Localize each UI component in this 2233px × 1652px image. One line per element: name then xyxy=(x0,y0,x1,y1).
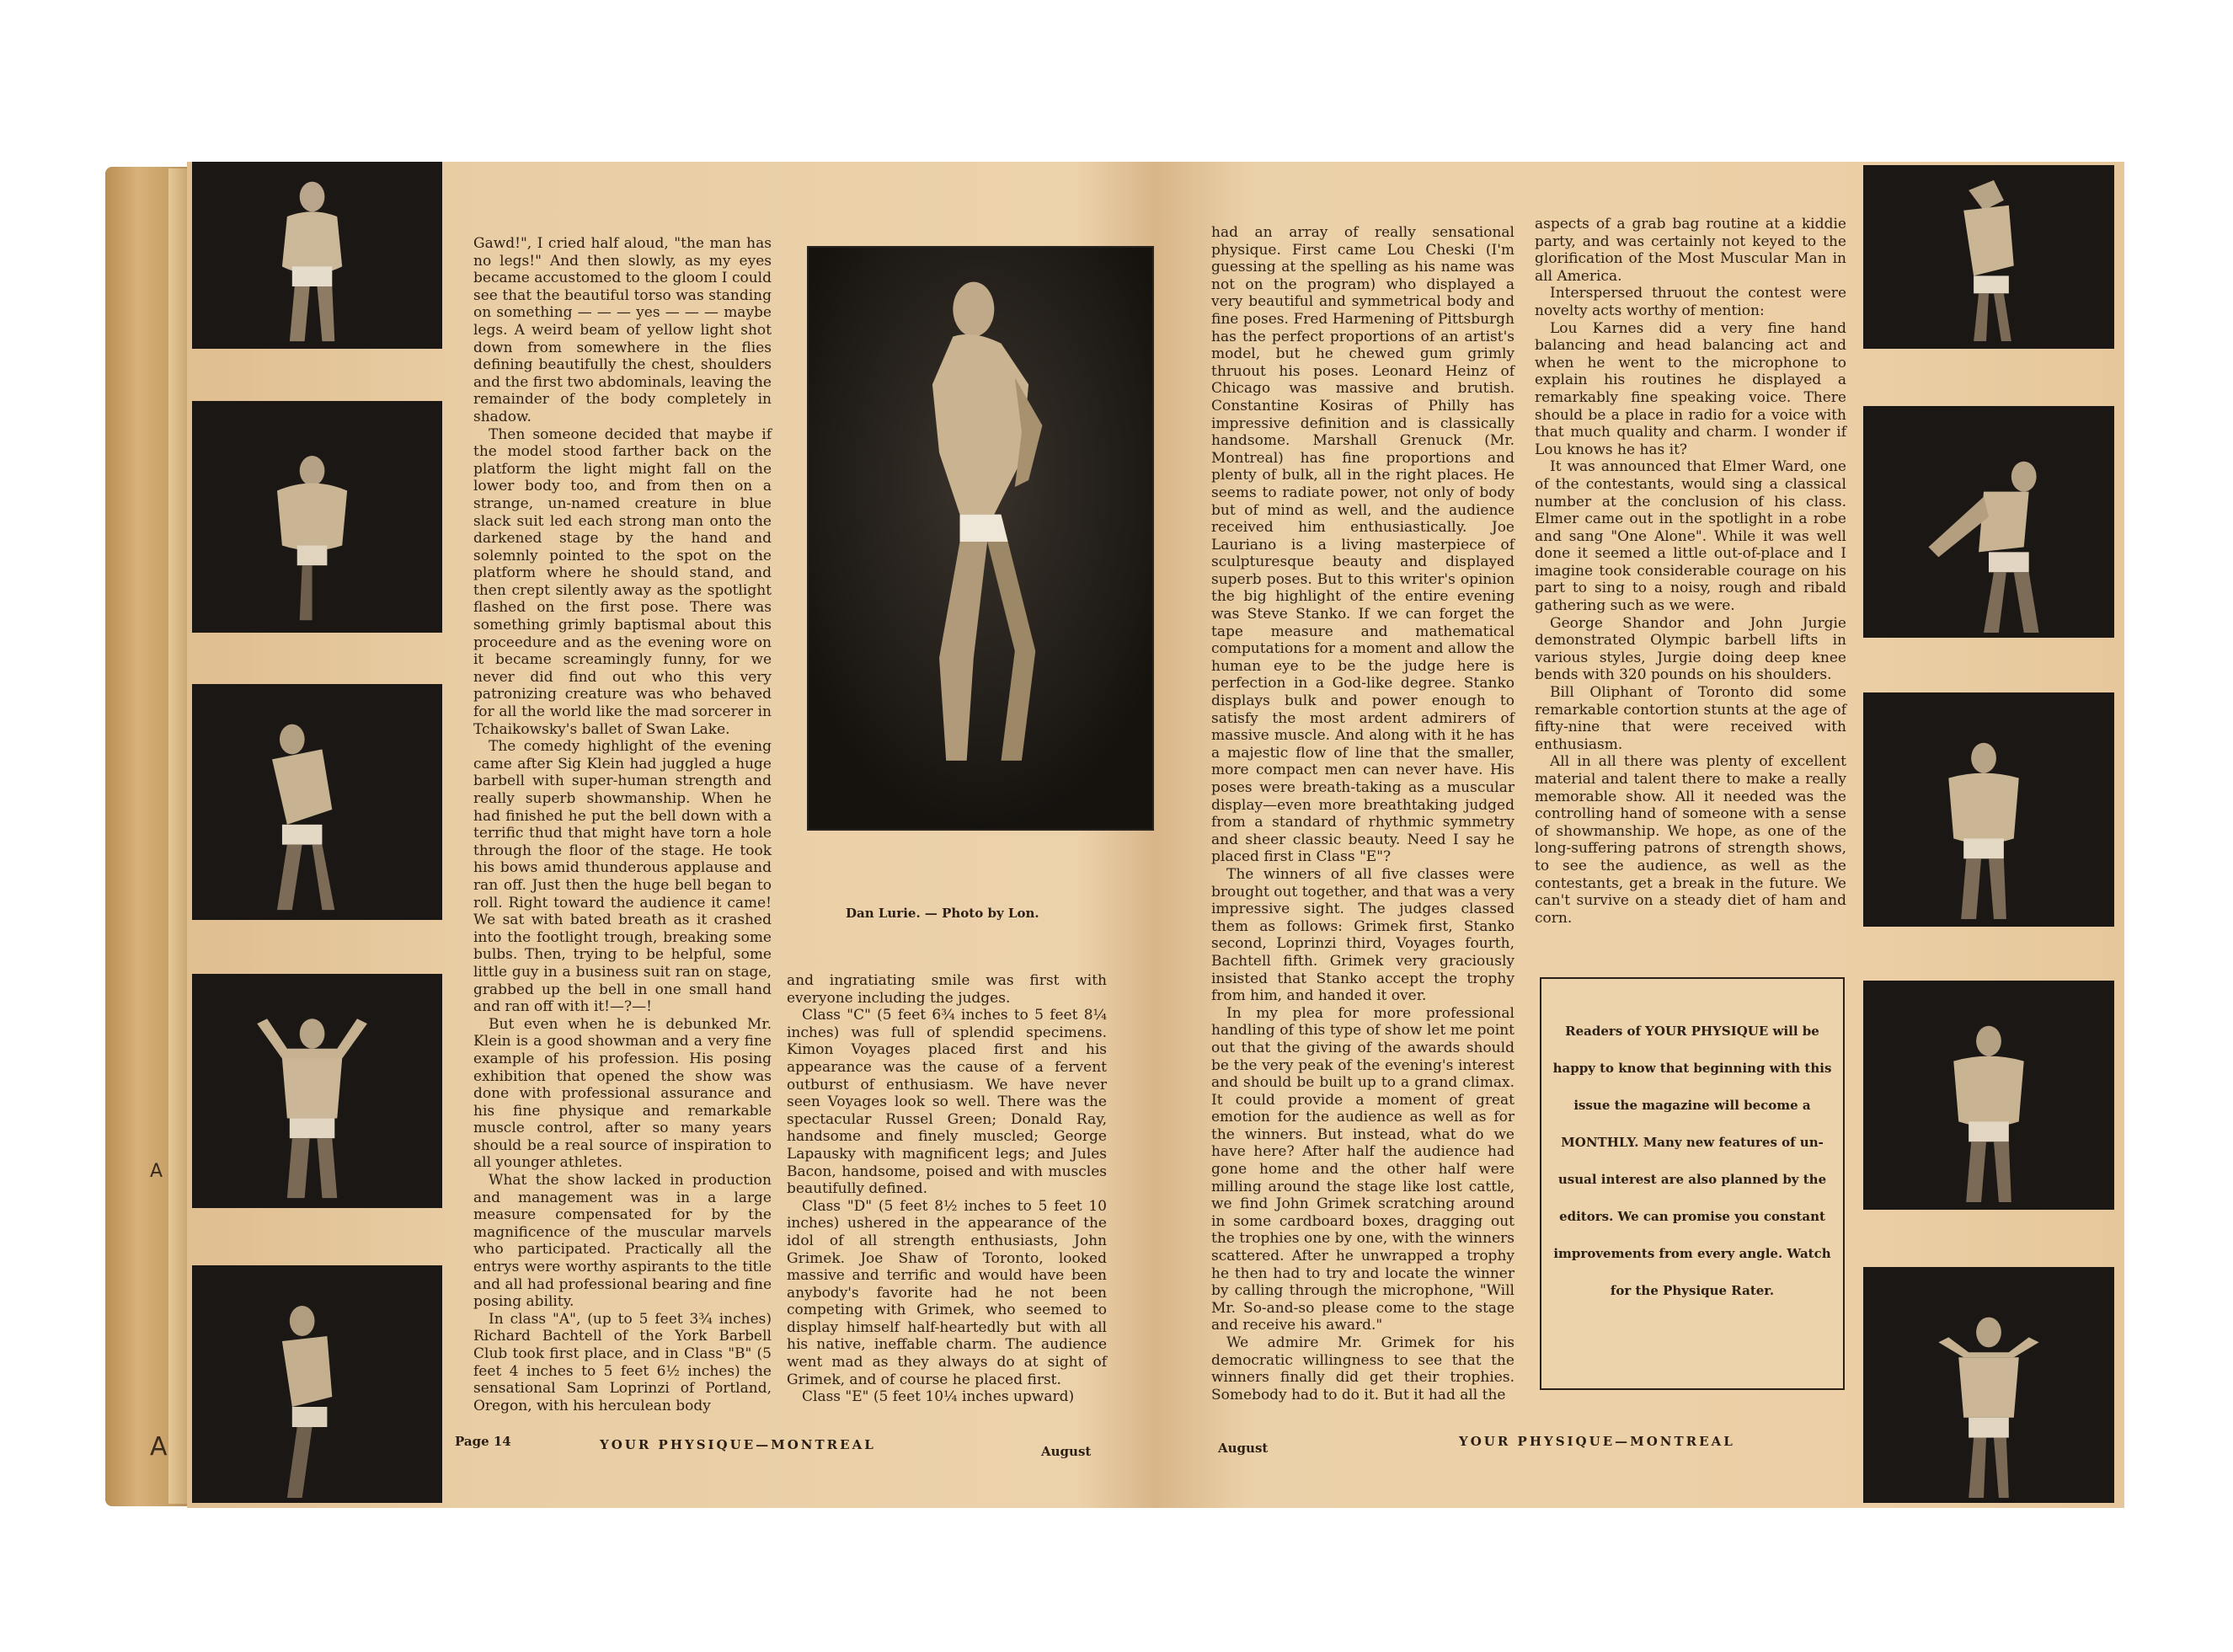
paragraph: But even when he is debunked Mr. Klein is a good showman and a very fine example of his profession. His posing exhibition that opened the show was done with professional assurance and his fine physique and remarkable muscle control, after so many years should be a real source of inspiration to all younger athletes. xyxy=(473,1015,772,1172)
paragraph: Class "E" (5 feet 10¼ inches upward) xyxy=(802,1388,1075,1406)
notice-line: editors. We can promise you constant xyxy=(1559,1209,1825,1224)
running-title: YOUR PHYSIQUE—MONTREAL xyxy=(600,1437,876,1452)
bodybuilder-photo xyxy=(1863,981,2114,1210)
left-page xyxy=(187,162,1154,1508)
paragraph: Gawd!", I cried half aloud, "the man has no legs!" And then slowly, as my eyes became accustomed to the gloom I could see that the beautiful torso was standing on something — — — yes — — — maybe legs. A weird beam of yellow light shot down from somewhere in the flies defining beautifully the chest, shoulders and the first two abdominals, leaving the remainder of the body completely in shadow. xyxy=(473,235,772,425)
article-column-4 xyxy=(1535,216,1846,927)
paragraph: Class "C" (5 feet 6¾ inches to 5 feet 8¼ inches) was full of splendid specimens. Kimon Voyages placed first and his appearance was the cause of a fervent outburst of enthusiasm. We have never seen Voyages look so well. There was the spectacular Russel Green; Donald Ray, handsome and finely muscled; George Lapausky with magnificent legs; and Jules Bacon, handsome, poised and with muscles beautifully defined. xyxy=(787,1007,1107,1198)
paragraph: Class "D" (5 feet 8½ inches to 5 feet 10 inches) ushered in the appearance of the idol of all strength enthusiasts, John Grimek. Joe Shaw of Toronto, looked massive and terrific and would have been anybody's favorite had he not been competing with Grimek, who seemed to display himself half-heartedly but with all his native, ineffable charm. The audience went mad as they always do at sight of Grimek, and of course he placed first. xyxy=(787,1197,1107,1388)
monthly-notice-box xyxy=(1540,977,1845,1390)
photo-caption: Dan Lurie. — Photo by Lon. xyxy=(846,906,1039,921)
edge-letter: A xyxy=(150,1161,163,1182)
bodybuilder-photo xyxy=(1863,1267,2114,1503)
paragraph: It was announced that Elmer Ward, one of the contestants, would sing a classical number at the conclusion of his class. Elmer came out in the spotlight in a robe and sang "One Alone". While it was well done it seemed a little out-of-place and I imagine took considerable courage on his part to sing to a noisy, rough and ribald gathering such as we were. xyxy=(1535,458,1846,615)
page-month: August xyxy=(1218,1441,1269,1456)
paragraph: aspects of a grab bag routine at a kiddie party, and was certainly not keyed to the glorification of the Most Muscular Man in all America. xyxy=(1535,216,1846,285)
paragraph: Interspersed thruout the contest were novelty acts worthy of mention: xyxy=(1535,285,1846,319)
binding-edge xyxy=(168,168,189,1504)
article-column-2 xyxy=(787,972,1107,1406)
bodybuilder-photo xyxy=(1863,165,2114,349)
paragraph: We admire Mr. Grimek for his democratic willingness to see that the winners finally did get their trophies. Somebody had to do it. But it had all the xyxy=(1211,1334,1514,1403)
notice-line: improvements from every angle. Watch xyxy=(1553,1246,1831,1261)
running-title: YOUR PHYSIQUE—MONTREAL xyxy=(1459,1434,1735,1449)
paragraph: Bill Oliphant of Toronto did some remarkable contortion stunts at the age of fifty-nine that were received with enthusiasm. xyxy=(1535,684,1846,753)
paragraph: had an array of really sensational physique. First came Lou Cheski (I'm guessing at the spelling as his name was not on the program) who displayed a very beautiful and symmetrical body and fine poses. Fred Harmening of Pittsburgh has the perfect proportions of an artist's model, but he chewed gum grimly thruout his poses. Leonard Heinz of Chicago was massive and brutish. Constantine Kosiras of Philly has impressive definition and is classically handsome. Marshall Grenuck (Mr. Montreal) has fine proportions and plenty of bulk, all in the right places. He seems to radiate power, not only of body but of mind as well, and the audience received him enthusiastically. Joe Lauriano is a living masterpiece of sculpturesque beauty and displayed superb poses. But to this writer's opinion the big highlight of the entire evening was Steve Stanko. If we can forget the tape measure and mathematical computations for a moment and allow the human eye to be the judge here is perfection in a God-like degree. Stanko displays bulk and power enough to satisfy the most ardent admirers of massive muscle. And along with it he has a majestic flow of line that the smaller, more compact men can never have. His poses were breath-taking as a muscular display—even more breathtaking judged from a standard of rhythmic symmetry and sheer classic beauty. Need I say he placed first in Class "E"? xyxy=(1211,224,1514,866)
paragraph: George Shandor and John Jurgie demonstrated Olympic barbell lifts in various styles, Jurgie doing deep knee bends with 320 pounds on his shoulders. xyxy=(1535,614,1846,684)
bodybuilder-photo xyxy=(192,162,442,349)
paragraph: In my plea for more professional handling of this type of show let me point out that the giving of the awards should be the very peak of the evening's interest and should be built up to a grand climax. It could provide a moment of great emotion for the audience as well as for the winners. But instead, what do we have here? After half the audience had gone home and the other half were milling around the stage like lost cattle, we find John Grimek scratching around in some cardboard boxes, dragging out the trophies one by one, with the winners scattered. After he unwrapped a trophy he then had to try and locate the winner by calling through the microphone, "Will Mr. So-and-so please come to the stage and receive his award." xyxy=(1211,1004,1514,1334)
bodybuilder-photo xyxy=(192,684,442,920)
paragraph: Lou Karnes did a very fine hand balancing and head balancing act and when he went to the microphone to explain his routines he displayed a remarkably fine speaking voice. There should be a place in radio for a voice with that much quality and charm. I wonder if Lou knows he has it? xyxy=(1535,319,1846,458)
bodybuilder-photo xyxy=(192,1265,442,1503)
bodybuilder-photo xyxy=(1863,692,2114,927)
paragraph: The winners of all five classes were brought out together, and that was a very impressive sight. The judges classed them as follows: Grimek first, Stanko second, Loprinzi third, Voyages fourth, Bachtell fifth. Grimek very graciously insisted that Stanko accept the trophy from him, and handed it over. xyxy=(1211,865,1514,1005)
bodybuilder-photo xyxy=(192,974,442,1208)
bodybuilder-photo xyxy=(192,401,442,633)
article-column-1 xyxy=(473,235,772,1414)
notice-line: happy to know that beginning with this xyxy=(1552,1061,1832,1076)
paragraph: and ingratiating smile was first with everyone including the judges. xyxy=(787,972,1107,1007)
paragraph: What the show lacked in production and management was in a large measure compensated for by the magnificence of the muscular marvels who participated. Practically all the entrys were worthy aspirants to the title and all had professional bearing and fine posing ability. xyxy=(473,1172,772,1311)
notice-line: usual interest are also planned by the xyxy=(1557,1172,1827,1187)
page-month: August xyxy=(1041,1444,1092,1459)
dan-lurie-photo xyxy=(807,246,1154,831)
paragraph: The comedy highlight of the evening came after Sig Klein had juggled a huge barbell with super-human strength and really superb showmanship. When he had finished he put the bell down with a terrific thud that might have torn a hole through the floor of the stage. He took his bows amid thunderous applause and ran off. Just then the huge bell began to roll. Right toward the audience it came! We sat with bated breath as it crashed into the footlight trough, breaking some bulbs. Then, trying to be helpful, some little guy in a business suit ran on stage, grabbed up the bell in one small hand and ran off with it!—?—! xyxy=(473,738,772,1016)
paragraph: In class "A", (up to 5 feet 3¾ inches) Richard Bachtell of the York Barbell Club took first place, and in Class "B" (5 feet 4 inches to 5 feet 6½ inches) the sensational Sam Loprinzi of Portland, Oregon, with his herculean body xyxy=(473,1310,772,1414)
notice-line: issue the magazine will become a xyxy=(1573,1098,1811,1113)
edge-letter: A xyxy=(150,1432,168,1462)
paragraph: Then someone decided that maybe if the model stood farther back on the platform the light might fall on the lower body too, and from then on a strange, un-named creature in blue slack suit led each strong man onto the darkened stage by the hand and solemnly pointed to the spot on the platform where he should stand, and then crept silently away as the spotlight flashed on the first pose. There was something grimly baptismal about this proceedure and as the evening wore on it became screamingly funny, for we never did find out who this very patronizing creature was who behaved for all the world like the mad sorcerer in Tchaikowsky's ballet of Swan Lake. xyxy=(473,425,772,738)
article-column-3 xyxy=(1211,224,1514,1403)
notice-line: for the Physique Rater. xyxy=(1610,1283,1775,1298)
notice-line: MONTHLY. Many new features of un- xyxy=(1561,1135,1824,1150)
bodybuilder-photo xyxy=(1863,406,2114,638)
right-page xyxy=(1154,162,2124,1508)
notice-line: Readers of YOUR PHYSIQUE will be xyxy=(1565,1024,1819,1039)
page-number: Page 14 xyxy=(455,1434,511,1449)
paragraph: All in all there was plenty of excellent material and talent there to make a really memorable show. All it needed was the controlling hand of someone with a sense of showmanship. We hope, as one of the long-suffering patrons of strength shows, to see the audience, as well as the contestants, get a break in the future. We can't survive on a steady diet of ham and corn. xyxy=(1535,753,1846,927)
